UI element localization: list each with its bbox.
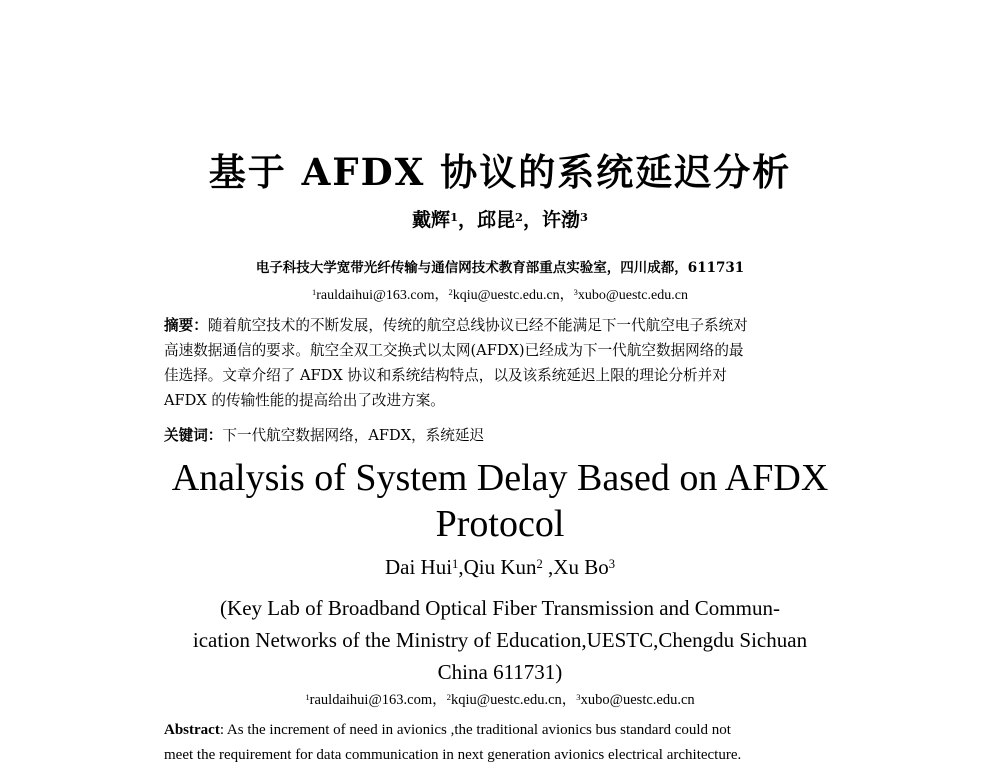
chinese-abstract [164,313,864,413]
author-sup: 2 [536,557,543,572]
english-abstract [164,718,864,768]
email-separator: ， [432,692,447,708]
english-authors: Dai Hui$^1$,Qiu Kun$^2$ ,Xu Bo$^3$ [384,555,616,579]
abstract-line: meet the requirement for data communication in next generation avionics electrical architecture. [164,747,742,763]
email-separator: ， [561,692,577,708]
email-sup: 2 [446,692,451,703]
email-address: kqiu@uestc.edu.cn [451,692,562,708]
author-sup: 2 [515,209,523,224]
abstract-line [164,313,864,338]
author-sup: 1 [452,557,459,572]
author-name: Dai Hui [384,555,453,579]
email-address: xubo@uestc.edu.cn [580,692,695,708]
email-sup: 1 [312,288,317,298]
affiliation-line: (Key Lab of Broadband Optical Fiber Transmission and Commun- [220,596,780,620]
chinese-authors [0,205,1000,232]
email-separator: ， [434,288,449,303]
abstract-label: Abstract [164,722,220,738]
email-address: kqiu@uestc.edu.cn [452,288,560,303]
author-name: Xu Bo [553,555,609,579]
abstract-line [164,718,864,743]
keywords-text: 下一代航空数据网络，AFDX，系统延迟 [222,427,485,444]
chinese-emails [0,284,1000,304]
email-separator: ， [559,288,574,303]
author-sup: 1 [450,209,458,224]
email-sup: 3 [576,692,581,703]
email-address: rauldaihui@163.com [316,288,435,303]
chinese-keywords [164,424,864,445]
author-name: 戴辉 [412,209,451,231]
email-sup: 1 [305,692,310,703]
abstract-line: 佳选择。文章介绍了 AFDX 协议和系统结构特点，以及该系统延迟上限的理论分析并对 [164,367,727,384]
abstract-text: 随着航空技术的不断发展，传统的航空总线协议已经不能满足下一代航空电子系统对 [207,317,748,334]
email-sup: 2 [448,288,453,298]
english-emails [0,688,1000,709]
author-name: 许渤 [541,209,580,231]
abstract-line: AFDX 的传输性能的提高给出了改进方案。 [164,392,445,409]
english-title-line: Protocol [435,503,565,545]
email-address: xubo@uestc.edu.cn [577,288,688,303]
author-name: Qiu Kun [463,555,537,579]
author-sup: 3 [580,209,588,224]
email-sup: 3 [573,288,578,298]
author-separator: ， [458,209,478,231]
affiliation-line: ication Networks of the Ministry of Education,UESTC,Chengdu Sichuan [192,628,808,652]
english-affiliation [0,592,1000,688]
chinese-title: 基于 AFDX 协议的系统延迟分析 [208,150,792,194]
english-title-line: Analysis of System Delay Based on AFDX [171,457,829,499]
keywords-label: 关键词： [164,427,223,444]
email-address: rauldaihui@163.com [309,692,433,708]
author-name: 邱昆 [477,209,516,231]
author-sup: 3 [608,557,616,572]
affiliation-line: China 611731) [437,660,563,684]
abstract-text: : As the increment of need in avionics ,the traditional avionics bus standard could not [219,722,731,738]
abstract-label: 摘要： [164,317,208,334]
chinese-affiliation: 电子科技大学宽带光纤传输与通信网技术教育部重点实验室，四川成都，611731 [255,260,745,276]
english-title [0,455,1000,547]
author-separator: ， [522,209,542,231]
abstract-line: 高速数据通信的要求。航空全双工交换式以太网(AFDX)已经成为下一代航空数据网络的最 [164,342,744,359]
